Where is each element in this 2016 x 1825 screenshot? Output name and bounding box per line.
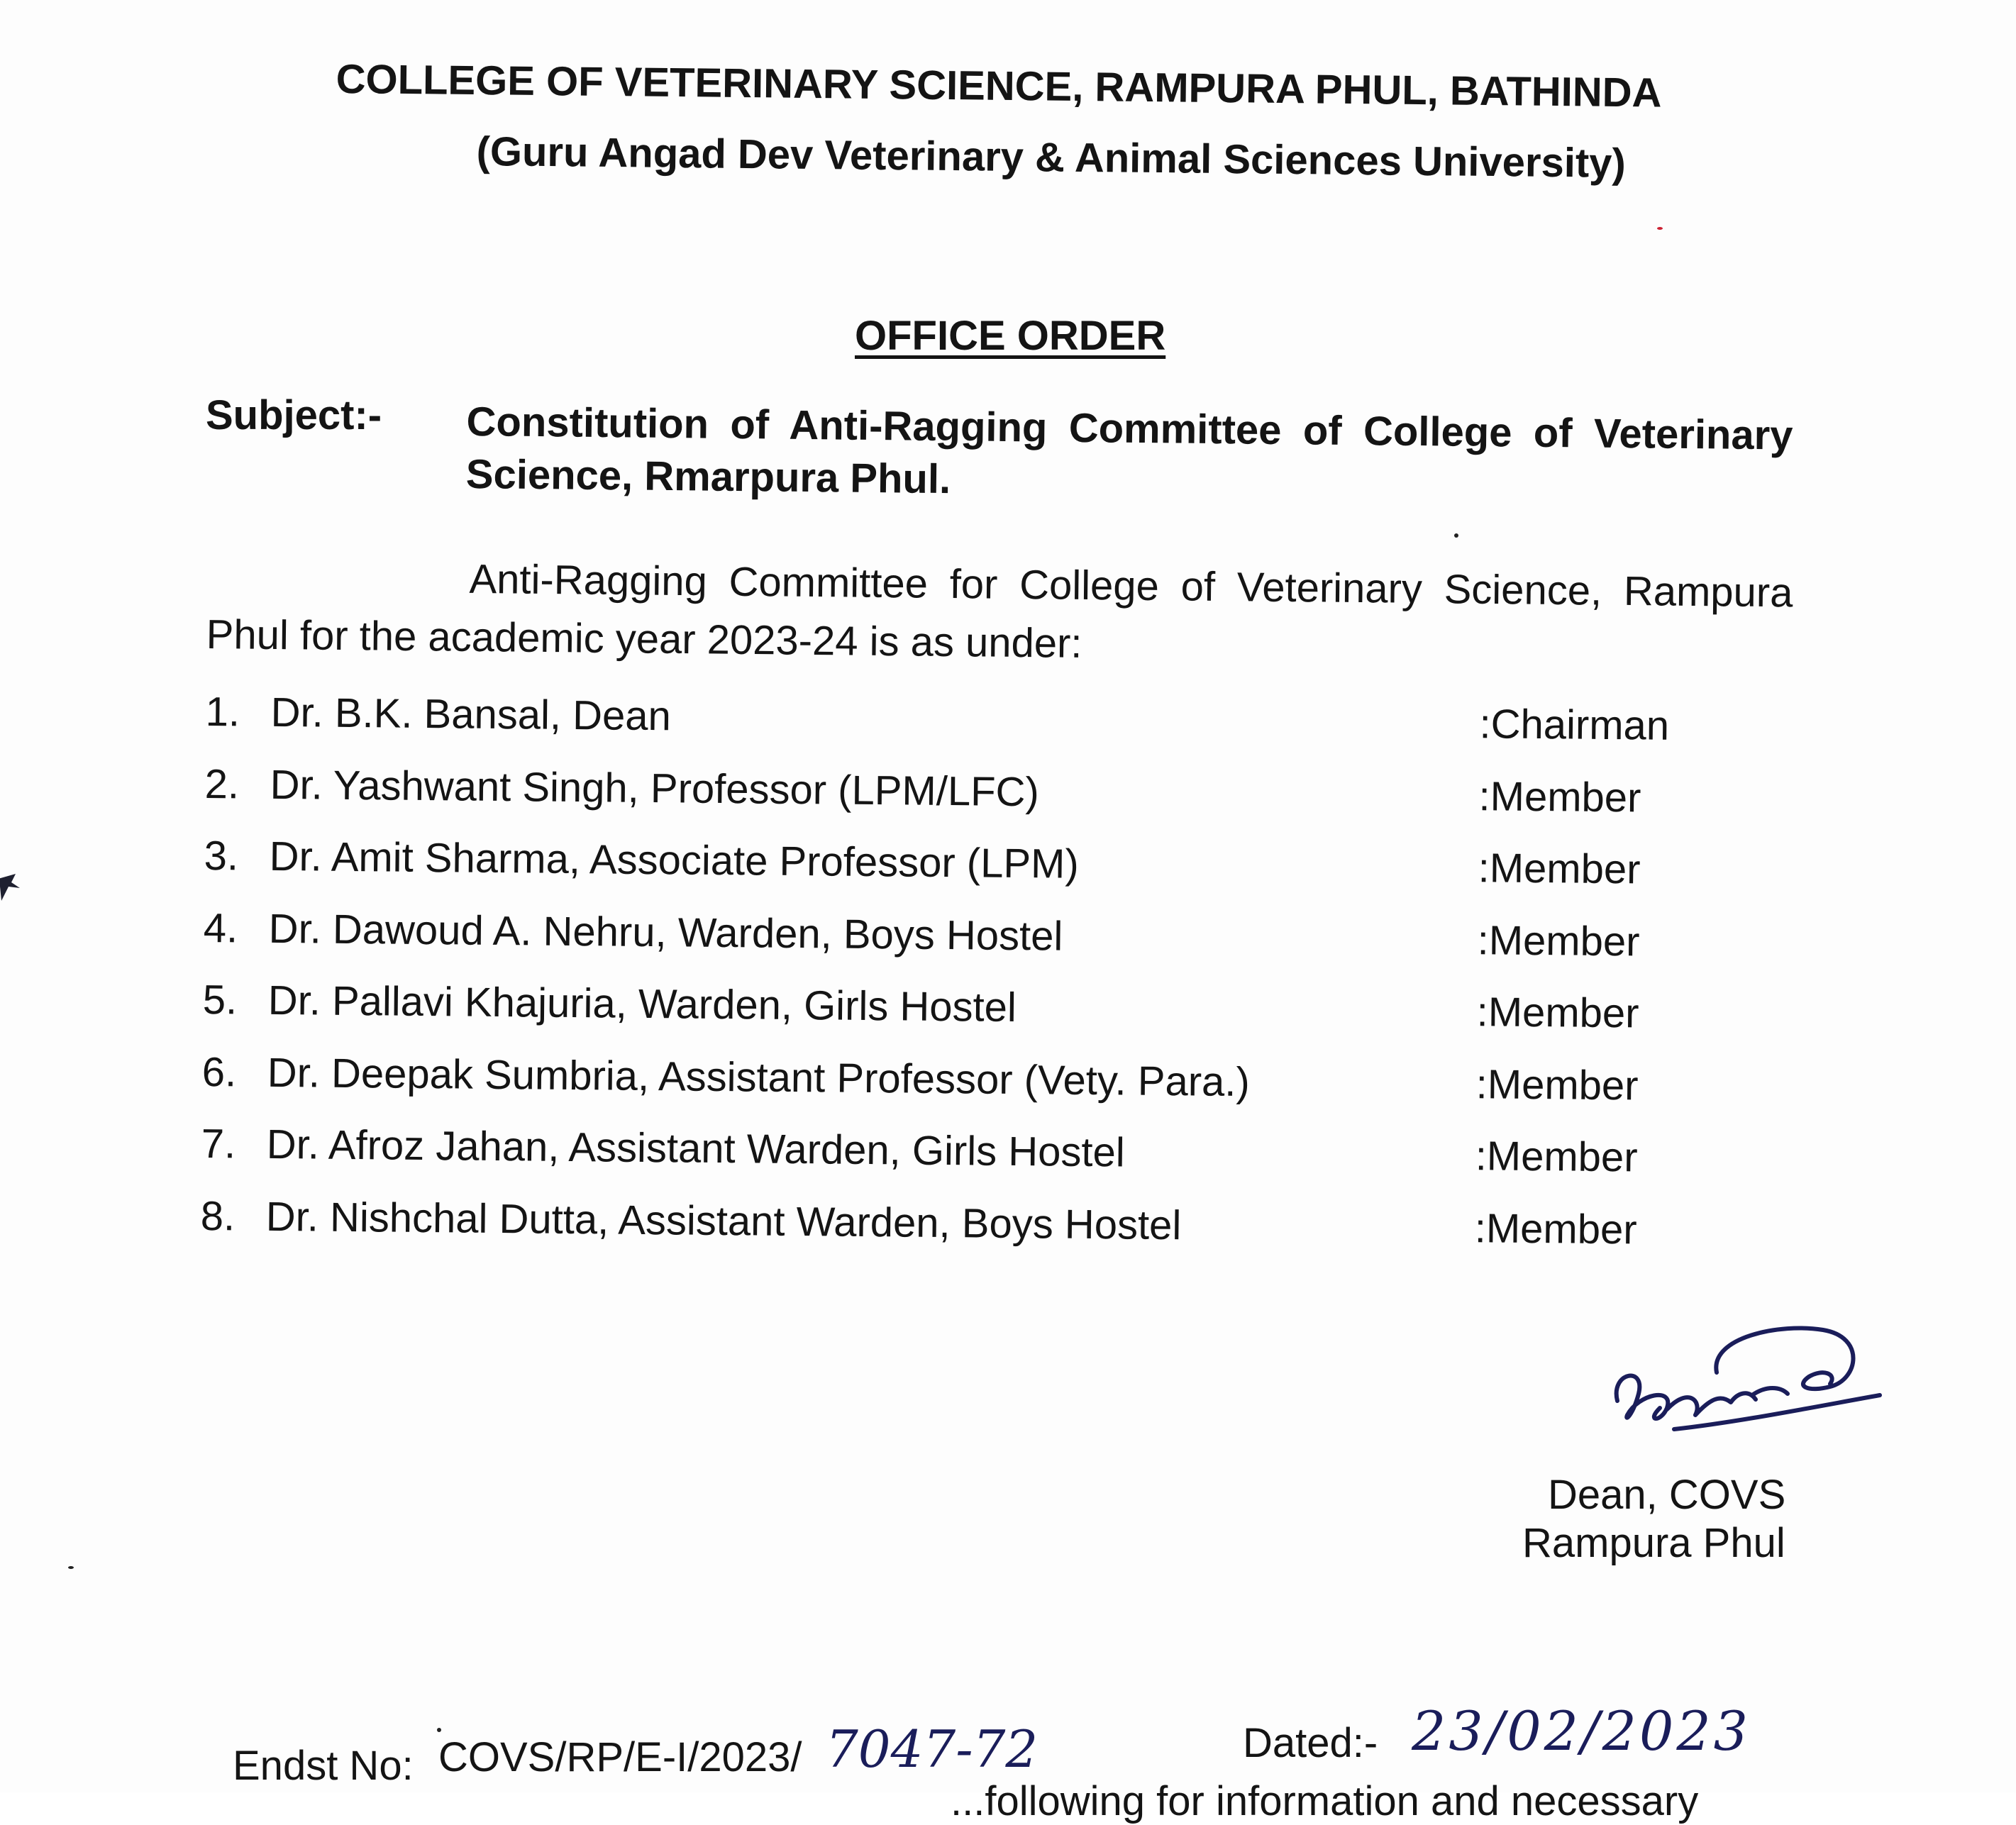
signature xyxy=(1596,1316,1894,1458)
member-role: :Member xyxy=(1478,772,1641,821)
member-role: :Member xyxy=(1476,989,1639,1037)
member-number: 5. xyxy=(202,976,238,1024)
list-item xyxy=(200,1192,1690,1278)
endorsement-label: Endst No: xyxy=(233,1743,414,1789)
scan-speck xyxy=(1454,533,1458,538)
member-number: 8. xyxy=(200,1192,236,1239)
list-item xyxy=(204,760,1695,846)
member-name: Dr. Yashwant Singh, Professor (LPM/LFC) xyxy=(270,761,1040,815)
member-role: :Member xyxy=(1475,1060,1639,1109)
member-name: Dr. Amit Sharma, Associate Professor (LPM) xyxy=(269,833,1080,887)
scan-edge-mark xyxy=(0,867,24,902)
member-role: :Member xyxy=(1477,916,1640,965)
member-list xyxy=(200,688,1695,1278)
order-title: OFFICE ORDER xyxy=(855,313,1166,359)
member-role: :Chairman xyxy=(1479,701,1670,749)
cut-off-text-line xyxy=(922,1777,1702,1824)
university-name: (Guru Angad Dev Veterinary & Animal Sciences University) xyxy=(476,128,1627,187)
member-name: Dr. Afroz Jahan, Assistant Warden, Girls Hostel xyxy=(266,1121,1125,1176)
member-number: 4. xyxy=(203,904,238,951)
member-number: 2. xyxy=(204,760,240,807)
scan-speck xyxy=(68,1566,74,1569)
member-name: Dr. Nishchal Dutta, Assistant Warden, Boys Hostel xyxy=(265,1193,1182,1248)
list-item xyxy=(201,1048,1692,1134)
list-item xyxy=(205,688,1695,775)
handwritten-endorsement-number: 7047-72 xyxy=(826,1719,1039,1779)
member-number: 6. xyxy=(201,1048,237,1095)
endorsement-number: COVS/RP/E-I/2023/ xyxy=(438,1734,802,1780)
dated-label: Dated:- xyxy=(1243,1720,1378,1766)
subject-label: Subject:- xyxy=(206,392,382,438)
list-item xyxy=(203,904,1693,990)
member-name: Dr. B.K. Bansal, Dean xyxy=(270,689,672,740)
signatory-title: Dean, COVS xyxy=(1548,1472,1786,1518)
intro-paragraph: Anti-Ragging Committee for College of Veterinary Science, Rampura Phul for the academic year 2023-24 is as under: xyxy=(206,555,1793,667)
member-name: Dr. Deepak Sumbria, Assistant Professor (Vety. Para.) xyxy=(267,1049,1251,1105)
college-name: COLLEGE OF VETERINARY SCIENCE, RAMPURA PHUL, BATHINDA xyxy=(336,55,1662,116)
handwritten-date: 23/02/2023 xyxy=(1412,1699,1751,1763)
list-item xyxy=(202,976,1693,1063)
member-number: 7. xyxy=(201,1120,236,1167)
member-number: 1. xyxy=(205,688,240,736)
member-role: :Member xyxy=(1475,1133,1638,1181)
signatory-place: Rampura Phul xyxy=(1522,1520,1785,1566)
scan-speck xyxy=(437,1728,441,1732)
subject-text: Constitution of Anti-Ragging Committee of College of Veterinary Science, Rmarpura Phul. xyxy=(465,398,1793,503)
list-item xyxy=(204,832,1694,919)
member-name: Dr. Pallavi Khajuria, Warden, Girls Hostel xyxy=(267,977,1017,1031)
member-role: :Member xyxy=(1478,845,1641,893)
scan-speck xyxy=(1657,227,1663,230)
member-name: Dr. Dawoud A. Nehru, Warden, Boys Hostel xyxy=(268,905,1063,960)
member-role: :Member xyxy=(1474,1204,1637,1253)
cut-off-text: ...following for information and necessary xyxy=(951,1778,1699,1824)
list-item xyxy=(201,1120,1691,1207)
member-number: 3. xyxy=(204,832,239,880)
